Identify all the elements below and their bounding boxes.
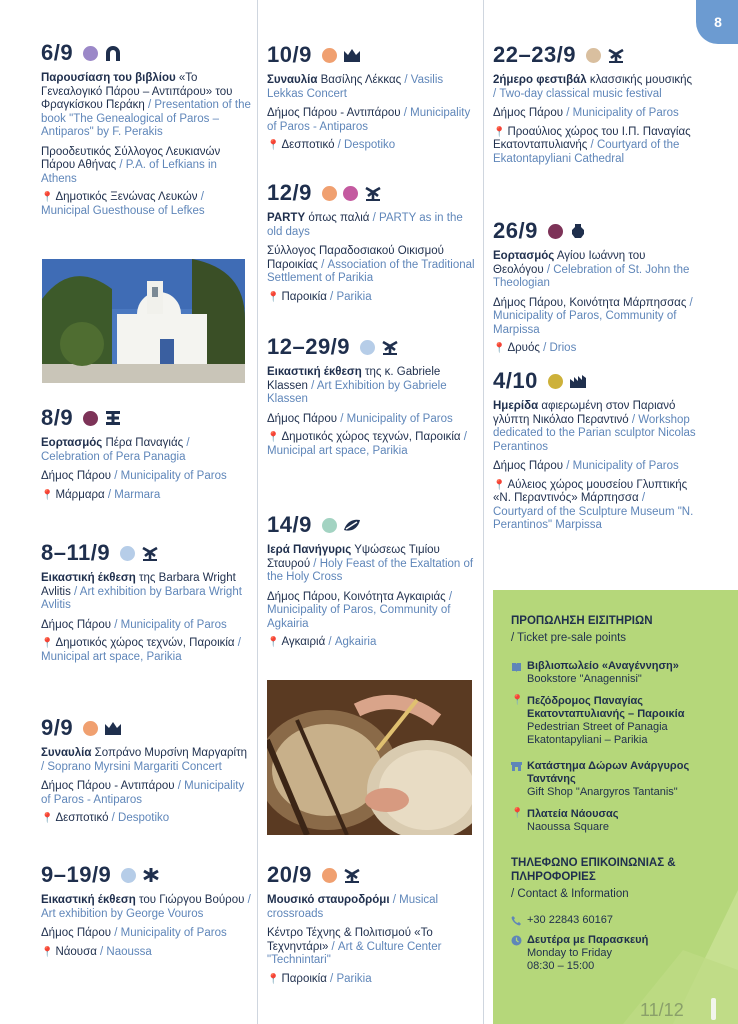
category-dot [360,340,375,355]
location-pin-icon: 📍 [41,946,54,958]
event-location-en: / Parikia [326,972,372,985]
event-title-en: / PARTY as in the old days [267,212,463,238]
event-title: Παρουσίαση του βιβλίου [41,72,176,84]
phone-icon [511,915,522,926]
location-pin-icon: 📍 [41,813,54,824]
event-12-29-9 [267,332,477,458]
location-pin-icon: 📍 [41,638,54,649]
event-8-9 [41,403,251,502]
page-number-badge: 8 [696,0,738,44]
event-22-23-9 [493,40,698,166]
category-dot [120,546,135,561]
contact-hours [511,934,731,973]
event-20-9 [267,860,477,986]
event-title: Ιερά Πανήγυρις [267,544,352,556]
event-title: Εορτασμός [41,437,103,449]
event-title-en: / Vasilis Lekkas Concert [267,74,444,100]
event-title-en: / Art Exhibition by Gabriele Klassen [267,379,447,405]
event-location-en: / Naoussa [96,945,152,958]
ticket-point-name: Πλατεία Νάουσας [527,808,619,820]
leaf-icon [343,517,361,533]
category-dot [322,868,337,883]
event-location: Μάρμαρα [55,488,105,501]
event-organizer-en: / Municipality of Paros [563,460,679,472]
event-9-19-9 [41,860,251,959]
event-9-9 [41,713,251,826]
contact-heading-en: / Contact & Information [511,888,629,900]
event-title-gr: της κ. Gabriele Klassen [267,366,441,392]
ticket-point [511,660,731,686]
event-location-en: / Agkairia [325,636,377,648]
event-title-en: / Workshop dedicated to the Parian sculptor Nicolas Perantinos [493,413,696,453]
event-organizer-en: / Art & Culture Center "Technintari" [267,940,442,966]
event-title-gr: του Γιώργου Βούρου [135,894,245,906]
ticket-info-panel [493,590,738,1024]
book-icon [511,661,522,672]
event-title: PARTY [267,212,306,224]
event-organizer-en: / Municipality of Paros - Antiparos [267,107,471,133]
tickets-heading-en: / Ticket pre-sale points [511,632,627,644]
event-title-gr: της Barbara Wright Avlitis [41,572,236,598]
event-organizer-en: / Municipality of Paros - Antiparos [41,780,245,806]
event-title-gr: Σοπράνο Μυρσίνη Μαργαρίτη [91,747,248,759]
event-date: 9/9 [41,715,74,740]
event-title-gr: Υψώσεως Τιμίου Σταυρού [267,544,440,570]
event-date: 14/9 [267,512,312,537]
event-organizer-en: / Municipality of Paros, Community of Agkairia [267,590,453,630]
ticket-point-sub: Gift Shop "Anargyros Tantanis" [527,786,678,798]
location-pin-icon: 📍 [267,973,280,985]
category-dot [343,186,358,201]
church-photo [42,259,245,383]
palm-icon [607,47,625,63]
event-title-en: / Celebration of Pera Panagia [41,437,190,463]
event-organizer-en: / Municipality of Paros, Community of Marpissa [493,296,693,336]
category-dot [322,186,337,201]
event-organizer-en: / P.A. of Lefkians in Athens [41,159,217,185]
event-organizer-en: / Municipality of Paros [563,107,679,119]
column-divider [483,0,484,1024]
hours-time: 08:30 – 15:00 [527,960,595,972]
event-location-en: / Municipal Guesthouse of Lefkes [41,191,205,217]
event-location-en: / Despotiko [334,139,396,151]
event-location-en: / Courtyard of the Ekatontapyliani Cathedral [493,139,680,165]
event-organizer: Δήμος Πάρου - Αντιπάρου [267,107,401,119]
event-organizer-en: / Association of the Traditional Settlement of Parikia [267,258,475,284]
event-date: 12/9 [267,180,312,205]
event-title-en: / Celebration of St. John the Theologian [493,263,690,289]
museum-icon [569,373,587,389]
ticket-point-name: Κατάστημα Δώρων Ανάργυρος Ταντάνης [527,760,690,785]
footer-page-number: 11/12 [640,1000,684,1020]
category-dot [322,518,337,533]
event-organizer-en: / Municipality of Paros [337,412,453,425]
event-location-en: / Parikia [326,290,372,303]
category-dot [83,46,98,61]
event-organizer-en: / Municipality of Paros [111,618,227,631]
event-title: Συναυλία [267,74,318,86]
category-dot [83,721,98,736]
event-organizer-en: / Municipality of Paros [111,470,227,482]
event-organizer: Δήμος Πάρου [267,412,338,425]
event-4-10 [493,366,698,533]
event-title: Εικαστική έκθεση [41,894,136,906]
ticket-point-name: Πεζόδρομος Παναγίας Εκατονταπυλιανής – Παροικία [527,695,685,720]
event-location: Δεσποτικό [281,139,335,151]
category-dot [83,411,98,426]
event-title-en: / Art exhibition by George Vouros [41,894,251,920]
event-organizer: Δήμος Πάρου [41,618,112,631]
event-location-en: / Despotiko [108,812,170,824]
event-title-gr: αφιερωμένη στον Παριανό γλύπτη Νικόλαο Περαντινό [493,400,676,426]
event-organizer: Δήμος Πάρου - Αντιπάρου [41,780,175,792]
event-date: 26/9 [493,218,538,243]
event-location: Δεσποτικό [55,812,109,824]
event-title-gr: Αγίου Ιωάννη του Θεολόγου [493,250,646,276]
event-date: 8/9 [41,405,74,430]
category-dot [548,374,563,389]
event-title-en: / Two-day classical music festival [493,87,662,100]
event-date: 8–11/9 [41,540,111,565]
event-26-9 [493,216,698,356]
hours-days-gr: Δευτέρα με Παρασκευή [527,934,649,946]
column-divider [257,0,258,1024]
event-location-en: / Municipal art space, Parikia [267,431,467,457]
event-8-11-9 [41,538,251,664]
ticket-point [511,760,731,799]
contact-heading: ΤΗΛΕΦΩΝΟ ΕΠΙΚΟΙΝΩΝΙΑΣ & ΠΛΗΡΟΦΟΡΙΕΣ [511,857,676,883]
event-date: 10/9 [267,42,312,67]
event-date: 22–23/9 [493,42,577,67]
category-dot [322,48,337,63]
location-pin-icon: 📍 [493,343,506,354]
ticket-point [511,808,731,834]
contact-phone [511,914,731,927]
ticket-point-name: Βιβλιοπωλείο «Αναγέννηση» [527,660,679,672]
location-pin-icon: 📍 [267,291,280,303]
event-organizer: Κέντρο Τέχνης & Πολιτισμού «Το Τεχνηντάρι» [267,927,433,953]
event-location-en: / Courtyard of the Sculpture Museum "N. Perantinos" Marpissa [493,492,694,531]
event-organizer: Δήμος Πάρου [41,470,112,482]
pin-icon: 📍 [511,808,524,819]
event-location-en: / Drios [539,342,577,354]
palm-icon [343,867,361,883]
asterisk-icon [142,867,160,883]
event-location: Νάουσα [55,945,97,958]
location-pin-icon: 📍 [41,489,54,501]
event-organizer: Δήμος Πάρου [493,460,564,472]
event-organizer: Σύλλογος Παραδοσιακού Οικισμού Παροικίας [267,245,444,271]
event-6-9 [41,38,251,218]
event-location: Παροικία [281,972,327,985]
location-pin-icon: 📍 [493,126,506,138]
arch-icon [104,45,122,61]
event-date: 4/10 [493,368,538,393]
location-pin-icon: 📍 [41,192,54,203]
category-dot [586,48,601,63]
event-title-gr: Πέρα Παναγιάς [102,437,184,449]
footer-bar [711,998,716,1020]
event-location-en: / Municipal art space, Parikia [41,637,241,663]
event-location-en: / Marmara [104,488,161,501]
event-location: Αύλειος χώρος μουσείου Γλυπτικής «Ν. Περαντινός» Μάρπησσα [493,478,688,504]
event-title-gr: Βασίλης Λέκκας [317,74,402,86]
location-pin-icon: 📍 [267,432,280,443]
event-organizer: Δήμος Πάρου [41,927,112,939]
ticket-point [511,695,731,747]
event-organizer: Προοδευτικός Σύλλογος Λευκιανών Πάρου Αθήνας [41,145,221,171]
event-organizer: Δήμος Πάρου, Κοινότητα Μάρπησσας [493,296,687,309]
event-10-9 [267,40,477,153]
event-title-gr: κλασσικής μουσικής [586,74,693,86]
shop-icon [511,761,522,772]
event-14-9 [267,510,477,650]
event-location: Προαύλιος χώρος του Ι.Π. Παναγίας Εκατονταπυλιανής [493,125,691,151]
pin-icon: 📍 [511,695,524,706]
event-organizer-en: / Municipality of Paros [111,927,227,939]
event-date: 9–19/9 [41,862,112,887]
event-12-9 [267,178,477,304]
hours-days-en: Monday to Friday [527,947,612,959]
event-title: Ημερίδα [493,400,539,412]
event-date: 20/9 [267,862,312,887]
event-title: Εικαστική έκθεση [41,572,136,584]
location-pin-icon: 📍 [493,479,506,491]
tickets-heading: ΠΡΟΠΩΛΗΣΗ ΕΙΣΙΤΗΡΙΩΝ [511,615,653,627]
crown-icon [104,720,122,736]
location-pin-icon: 📍 [267,637,280,648]
event-title: Εικαστική έκθεση [267,366,362,378]
event-location: Δημοτικός χώρος τεχνών, Παροικία [281,431,461,443]
event-location: Παροικία [281,290,327,303]
event-title-en: / Soprano Myrsini Margariti Concert [41,760,222,773]
location-pin-icon: 📍 [267,140,280,151]
drums-photo [267,680,472,835]
palm-icon [364,185,382,201]
event-location: Αγκαιριά [281,636,326,648]
category-dot [548,224,563,239]
event-organizer: Δήμος Πάρου, Κοινότητα Αγκαιριάς [267,590,446,603]
ticket-point-sub: Bookstore "Anagennisi" [527,673,642,685]
event-title: Μουσικό σταυροδρόμι [267,894,390,906]
category-dot [121,868,136,883]
event-title-en: / Holy Feast of the Exaltation of the Holy Cross [267,557,474,583]
cross-icon [104,410,122,426]
clock-icon [511,935,522,946]
ticket-point-sub: Pedestrian Street of Panagia Ekatontapyliani – Parikia [527,721,668,746]
event-title: Συναυλία [41,747,92,759]
event-location: Δημοτικός χώρος τεχνών, Παροικία [55,637,235,649]
event-title-gr: όπως παλιά [305,212,370,224]
event-title: 2ήμερο φεστιβάλ [493,74,587,86]
event-organizer: Δήμος Πάρου [493,107,564,119]
ticket-point-sub: Naoussa Square [527,821,609,833]
vase-icon [569,223,587,239]
event-location: Δρυός [507,342,540,354]
event-title-en: / Art exhibition by Barbara Wright Avlitis [41,585,242,611]
event-location: Δημοτικός Ξενώνας Λευκών [55,191,198,203]
event-date: 12–29/9 [267,334,351,359]
event-title: Εορτασμός [493,250,555,262]
palm-icon [141,545,159,561]
palm-icon [381,339,399,355]
event-title-en: / Musical crossroads [267,894,439,920]
event-title-gr: «Το Γενεαλογικό Πάρου – Αντιπάρου» του Φραγκίσκου Περάκη [41,72,233,111]
phone-number[interactable]: +30 22843 60167 [527,914,613,926]
event-date: 6/9 [41,40,74,65]
crown-icon [343,47,361,63]
event-title-en: / Presentation of the book "The Genealogical of Paros – Antiparos" by F. Perakis [41,99,251,138]
